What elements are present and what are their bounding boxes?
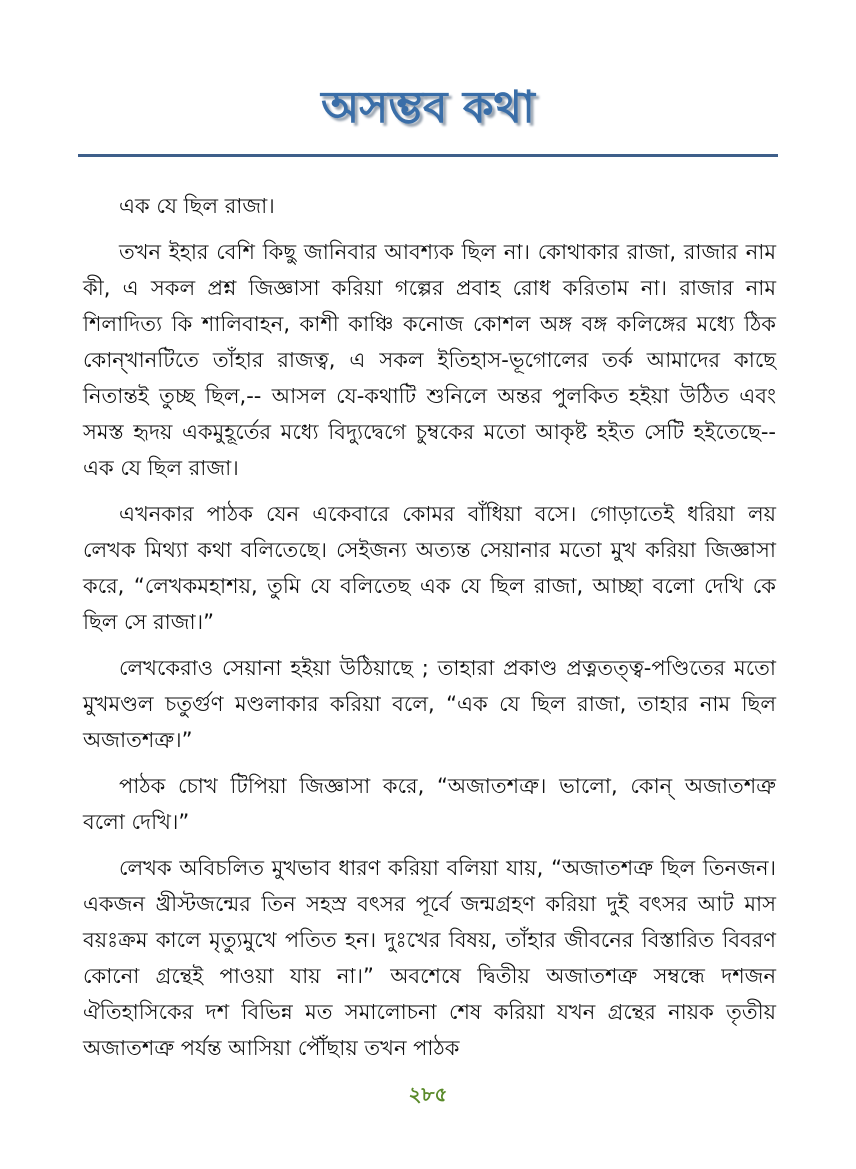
paragraph: লেখকেরাও সেয়ানা হইয়া উঠিয়াছে ; তাহারা প্রকাণ্ড প্রত্নতত্ত্ব-পণ্ডিতের মতো মুখমণ্ডল চতুর্গুণ মণ্ডলাকার করিয়া বলে, “এক যে ছিল রাজা, তাহার নাম ছিল অজাতশত্রু।”: [83, 656, 776, 752]
body-text: [83, 188, 776, 1076]
page-title: অসম্ভব কথা: [321, 82, 535, 133]
paragraph: এখনকার পাঠক যেন একেবারে কোমর বাঁধিয়া বসে। গোড়াতেই ধরিয়া লয় লেখক মিথ্যা কথা বলিতেছে। সেইজন্য অত্যন্ত সেয়ানার মতো মুখ করিয়া জিজ্ঞাসা করে, “লেখকমহাশয়, তুমি যে বলিতেছ এক যে ছিল রাজা, আচ্ছা বলো দেখি কে ছিল সে রাজা।”: [83, 502, 776, 634]
page-number: ২৮৫: [408, 1082, 448, 1106]
paragraph: পাঠক চোখ টিপিয়া জিজ্ঞাসা করে, “অজাতশত্রু। ভালো, কোন্‌ অজাতশত্রু বলো দেখি।”: [83, 774, 776, 834]
paragraph: লেখক অবিচলিত মুখভাব ধারণ করিয়া বলিয়া যায়, “অজাতশত্রু ছিল তিনজন। একজন খ্রীস্টজন্মের তিন সহস্র বৎসর পূর্বে জন্মগ্রহণ করিয়া দুই বৎসর আট মাস বয়ঃক্রম কালে মৃত্যুমুখে পতিত হন। দুঃখের বিষয়, তাঁহার জীবনের বিস্তারিত বিবরণ কোনো গ্রন্থেই পাওয়া যায় না।” অবশেষে দ্বিতীয় অজাতশত্রু সম্বন্ধে দশজন ঐতিহাসিকের দশ বিভিন্ন মত সমালোচনা শেষ করিয়া যখন গ্রন্থের নায়ক তৃতীয় অজাতশত্রু পর্যন্ত আসিয়া পৌঁছায় তখন পাঠক: [83, 856, 776, 1060]
paragraph: এক যে ছিল রাজা।: [119, 194, 275, 218]
title-divider: [78, 154, 778, 157]
paragraph: তখন ইহার বেশি কিছু জানিবার আবশ্যক ছিল না। কোথাকার রাজা, রাজার নাম কী, এ সকল প্রশ্ন জিজ্ঞাসা করিয়া গল্পের প্রবাহ রোধ করিতাম না। রাজার নাম শিলাদিত্য কি শালিবাহন, কাশী কাঞ্চি কনোজ কোশল অঙ্গ বঙ্গ কলিঙ্গের মধ্যে ঠিক কোন্‌খানটিতে তাঁহার রাজত্ব, এ সকল ইতিহাস-ভূগোলের তর্ক আমাদের কাছে নিতান্তই তুচ্ছ ছিল,-- আসল যে-কথাটি শুনিলে অন্তর পুলকিত হইয়া উঠিত এবং সমস্ত হৃদয় একমুহূর্তের মধ্যে বিদ্যুদ্বেগে চুম্বকের মতো আকৃষ্ট হইত সেটি হইতেছে-- এক যে ছিল রাজা।: [83, 240, 776, 480]
